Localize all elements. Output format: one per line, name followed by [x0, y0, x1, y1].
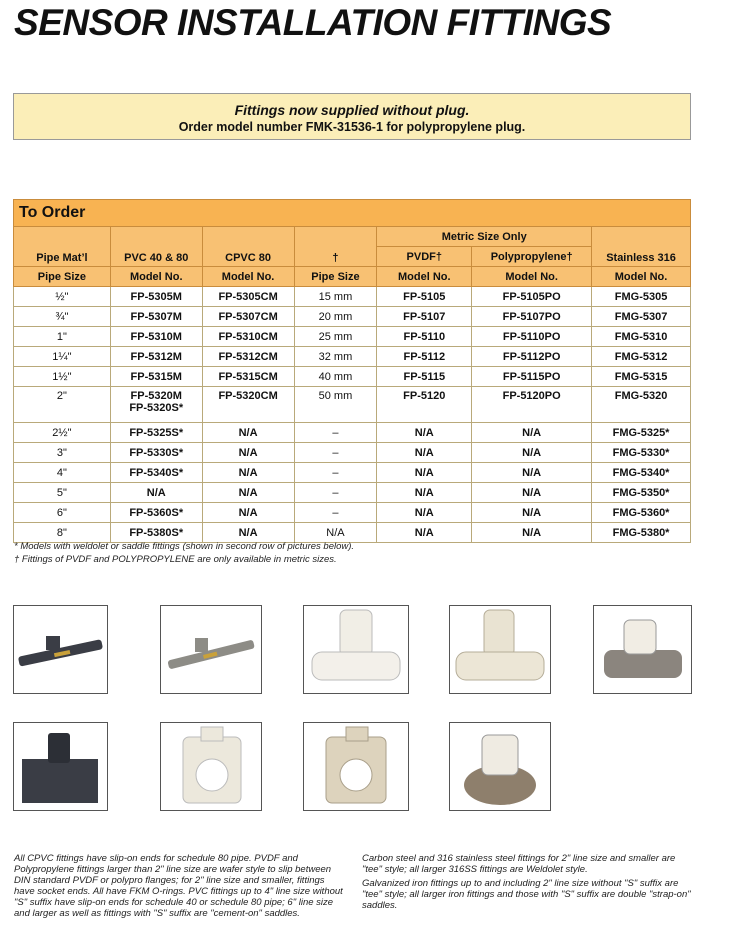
- cell-pipe-size: 5": [14, 483, 111, 503]
- cell-polypropylene-model: FP-5110PO: [472, 327, 592, 347]
- bottom-left-text: All CPVC fittings have slip-on ends for schedule 80 pipe. PVDF and Polypropylene fittings larger than 2" line size are wafer style to slip between DIN standard PVDF or polypro flanges; for 2" line size and smaller, fittings have socket ends. All have FKM O-rings. PVC fittings up to 4" line size without "S" suffix have slip-on ends for schedule 40 or schedule 80 pipe; 6" line size and larger as well as fittings with "S" suffix are "cement-on" saddles.: [14, 853, 343, 919]
- header-pipe-material: Pipe Mat’l: [14, 227, 111, 267]
- cell-polypropylene-model: FP-5112PO: [472, 347, 592, 367]
- subheader-model: Model No.: [202, 267, 294, 287]
- cell-cpvc-model: FP-5305CM: [202, 287, 294, 307]
- photo-stainless-tee: [593, 605, 692, 694]
- table-row: [14, 327, 691, 347]
- cell-cpvc-model: FP-5312CM: [202, 347, 294, 367]
- cell-pvdf-model: N/A: [377, 523, 472, 543]
- photo-polypropylene-tee: [449, 605, 551, 694]
- cell-stainless-model: FMG-5325*: [592, 423, 691, 443]
- cell-pipe-size: 1": [14, 327, 111, 347]
- cell-cpvc-model: FP-5307CM: [202, 307, 294, 327]
- cell-stainless-model: FMG-5350*: [592, 483, 691, 503]
- photo-pvc-tee: [13, 605, 108, 694]
- photo-polypropylene-wafer: [303, 722, 409, 811]
- cell-metric-size: 25 mm: [294, 327, 377, 347]
- photo-pvdf-wafer: [160, 722, 262, 811]
- subheader-model: Model No.: [110, 267, 202, 287]
- notice-line-1: Fittings now supplied without plug.: [234, 102, 470, 118]
- cell-pvc-model: FP-5305M: [110, 287, 202, 307]
- table-row: [14, 503, 691, 523]
- table-caption: To Order: [14, 200, 691, 227]
- header-dagger: †: [294, 227, 377, 267]
- table-row: [14, 483, 691, 503]
- cell-pvdf-model: N/A: [377, 423, 472, 443]
- cell-metric-size: –: [294, 483, 377, 503]
- cell-polypropylene-model: FP-5107PO: [472, 307, 592, 327]
- cell-metric-size: 50 mm: [294, 387, 377, 423]
- cell-stainless-model: FMG-5330*: [592, 443, 691, 463]
- cell-pvc-model: FP-5330S*: [110, 443, 202, 463]
- cell-pvdf-model: N/A: [377, 443, 472, 463]
- photo-pvc-saddle: [13, 722, 108, 811]
- cell-cpvc-model: FP-5320CM: [202, 387, 294, 423]
- cell-pvc-model: FP-5320M FP-5320S*: [110, 387, 202, 423]
- table-row: [14, 423, 691, 443]
- cell-pvc-model: FP-5380S*: [110, 523, 202, 543]
- cell-metric-size: –: [294, 503, 377, 523]
- cell-metric-size: 15 mm: [294, 287, 377, 307]
- cell-pvdf-model: FP-5107: [377, 307, 472, 327]
- notice-box: [13, 93, 691, 140]
- cell-cpvc-model: N/A: [202, 443, 294, 463]
- cell-metric-size: 32 mm: [294, 347, 377, 367]
- cell-pvdf-model: FP-5115: [377, 367, 472, 387]
- cell-cpvc-model: N/A: [202, 503, 294, 523]
- cell-stainless-model: FMG-5315: [592, 367, 691, 387]
- cell-pvdf-model: FP-5112: [377, 347, 472, 367]
- cell-cpvc-model: N/A: [202, 523, 294, 543]
- table-row: [14, 443, 691, 463]
- table-row: [14, 287, 691, 307]
- cell-pvc-model: FP-5310M: [110, 327, 202, 347]
- cell-polypropylene-model: FP-5120PO: [472, 387, 592, 423]
- photo-cpvc-tee: [160, 605, 262, 694]
- cell-pvc-model: FP-5312M: [110, 347, 202, 367]
- table-row: [14, 463, 691, 483]
- subheader-model: Model No.: [377, 267, 472, 287]
- cell-cpvc-model: FP-5315CM: [202, 367, 294, 387]
- cell-pvdf-model: FP-5110: [377, 327, 472, 347]
- photo-stainless-weldolet: [449, 722, 551, 811]
- header-pvdf: PVDF†: [377, 247, 472, 267]
- cell-pvdf-model: FP-5120: [377, 387, 472, 423]
- cell-cpvc-model: FP-5310CM: [202, 327, 294, 347]
- page-title: SENSOR INSTALLATION FITTINGS: [14, 2, 612, 43]
- cell-pipe-size: ¾": [14, 307, 111, 327]
- cell-stainless-model: FMG-5320: [592, 387, 691, 423]
- cell-pvc-model: FP-5340S*: [110, 463, 202, 483]
- header-cpvc: CPVC 80: [202, 227, 294, 267]
- cell-pvc-model: FP-5307M: [110, 307, 202, 327]
- table-row: [14, 387, 691, 423]
- bottom-right-text-1: Carbon steel and 316 stainless steel fittings for 2" line size and smaller are "tee" style; all larger 316SS fittings are Weldolet style.: [362, 853, 676, 875]
- order-table: [13, 199, 691, 543]
- cell-metric-size: 20 mm: [294, 307, 377, 327]
- cell-polypropylene-model: N/A: [472, 443, 592, 463]
- table-row: [14, 523, 691, 543]
- cell-stainless-model: FMG-5312: [592, 347, 691, 367]
- cell-stainless-model: FMG-5305: [592, 287, 691, 307]
- cell-pipe-size: 2½": [14, 423, 111, 443]
- cell-metric-size: 40 mm: [294, 367, 377, 387]
- cell-stainless-model: FMG-5310: [592, 327, 691, 347]
- cell-pipe-size: ½": [14, 287, 111, 307]
- cell-metric-size: –: [294, 423, 377, 443]
- cell-pipe-size: 1½": [14, 367, 111, 387]
- header-polypropylene: Polypropylene†: [472, 247, 592, 267]
- cell-polypropylene-model: N/A: [472, 503, 592, 523]
- subheader-model: Model No.: [592, 267, 691, 287]
- cell-pvdf-model: FP-5105: [377, 287, 472, 307]
- cell-pipe-size: 2": [14, 387, 111, 423]
- cell-pvc-model: FP-5325S*: [110, 423, 202, 443]
- cell-pvc-model: FP-5360S*: [110, 503, 202, 523]
- cell-pipe-size: 6": [14, 503, 111, 523]
- cell-pvdf-model: N/A: [377, 463, 472, 483]
- header-pvc: PVC 40 & 80: [110, 227, 202, 267]
- cell-pvdf-model: N/A: [377, 503, 472, 523]
- cell-stainless-model: FMG-5380*: [592, 523, 691, 543]
- cell-polypropylene-model: N/A: [472, 423, 592, 443]
- cell-cpvc-model: N/A: [202, 423, 294, 443]
- cell-polypropylene-model: N/A: [472, 463, 592, 483]
- subheader-pipe-size: Pipe Size: [294, 267, 377, 287]
- cell-stainless-model: FMG-5307: [592, 307, 691, 327]
- header-stainless: Stainless 316: [592, 227, 691, 267]
- cell-stainless-model: FMG-5360*: [592, 503, 691, 523]
- cell-pipe-size: 3": [14, 443, 111, 463]
- cell-metric-size: –: [294, 463, 377, 483]
- cell-metric-size: –: [294, 443, 377, 463]
- cell-pipe-size: 8": [14, 523, 111, 543]
- cell-pvc-model: FP-5315M: [110, 367, 202, 387]
- header-metric: Metric Size Only: [377, 227, 592, 247]
- table-row: [14, 307, 691, 327]
- subheader-model: Model No.: [472, 267, 592, 287]
- photo-pvdf-tee: [303, 605, 409, 694]
- cell-polypropylene-model: N/A: [472, 483, 592, 503]
- cell-polypropylene-model: FP-5105PO: [472, 287, 592, 307]
- cell-cpvc-model: N/A: [202, 463, 294, 483]
- footnote-dagger: † Fittings of PVDF and POLYPROPYLENE are only available in metric sizes.: [14, 554, 337, 565]
- table-row: [14, 367, 691, 387]
- notice-line-2: Order model number FMK-31536-1 for polypropylene plug.: [178, 120, 526, 134]
- cell-polypropylene-model: N/A: [472, 523, 592, 543]
- bottom-right-text-2: Galvanized iron fittings up to and including 2" line size without "S" suffix are "tee" style; all larger iron fittings and those with "S" suffix are double "strap-on" saddles.: [362, 878, 691, 911]
- cell-pipe-size: 1¼": [14, 347, 111, 367]
- cell-polypropylene-model: FP-5115PO: [472, 367, 592, 387]
- cell-cpvc-model: N/A: [202, 483, 294, 503]
- cell-pipe-size: 4": [14, 463, 111, 483]
- cell-metric-size: N/A: [294, 523, 377, 543]
- cell-stainless-model: FMG-5340*: [592, 463, 691, 483]
- table-row: [14, 347, 691, 367]
- footnote-asterisk: * Models with weldolet or saddle fittings (shown in second row of pictures below).: [14, 541, 355, 552]
- subheader-pipe-size: Pipe Size: [14, 267, 111, 287]
- cell-pvc-model: N/A: [110, 483, 202, 503]
- cell-pvdf-model: N/A: [377, 483, 472, 503]
